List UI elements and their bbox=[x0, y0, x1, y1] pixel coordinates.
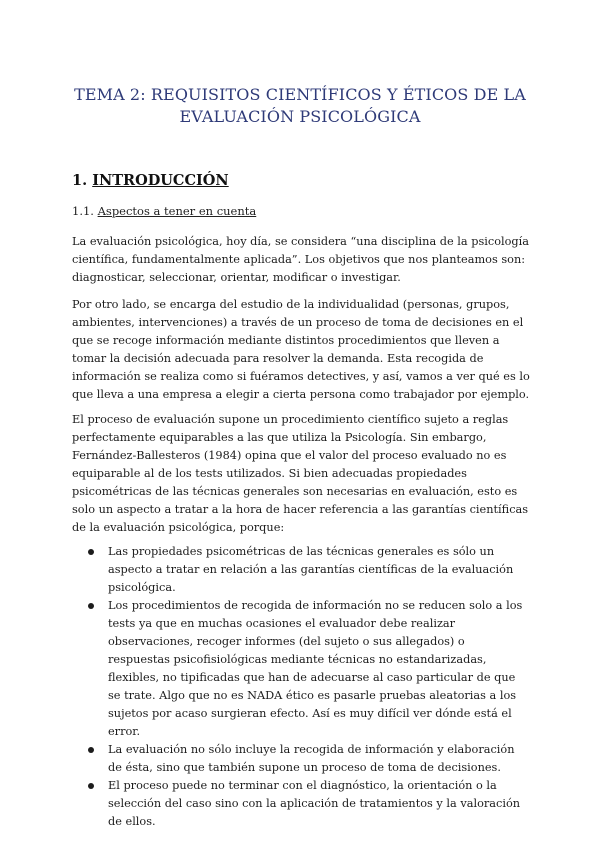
document-title-line-1: TEMA 2: REQUISITOS CIENTÍFICOS Y ÉTICOS DE LA bbox=[74, 85, 526, 104]
section-heading bbox=[72, 172, 229, 189]
subsection-number: 1.1. bbox=[72, 204, 94, 218]
list-item-text: La evaluación no sólo incluye la recogida de información y elaboración de ésta, sino que también supone un proceso de toma de decisiones. bbox=[108, 743, 515, 774]
document-title bbox=[40, 84, 560, 128]
list-item-text: Las propiedades psicométricas de las técnicas generales es sólo un aspecto a tratar en relación a las garantías científicas de la evaluación psicológica. bbox=[108, 545, 514, 594]
list-item-text: El proceso puede no terminar con el diagnóstico, la orientación o la selección del caso sino con la aplicación de tratamientos y la valoración de ellos. bbox=[108, 779, 521, 828]
paragraph: La evaluación psicológica, hoy día, se considera “una disciplina de la psicología científica, fundamentalmente aplicada”. Los objetivos que nos planteamos son: diagnosticar, seleccionar, orientar, modificar o investigar. bbox=[72, 235, 529, 284]
list-item-text: Los procedimientos de recogida de información no se reducen solo a los tests ya que en muchas ocasiones el evaluador debe realizar observaciones, recoger informes (del sujeto o sus allegados) o respuestas psicofisiológicas mediante técnicas no estandarizadas, flexibles, no tipificadas que han de adecuarse al caso particular de que se trate. Algo que no es NADA ético es pasarle pruebas aleatorias a los sujetos por acaso surgieran efecto. Así es muy difícil ver dónde está el error. bbox=[108, 599, 523, 738]
paragraph: El proceso de evaluación supone un procedimiento científico sujeto a reglas perfectamente equiparables a las que utiliza la Psicología. Sin embargo, Fernández-Ballesteros (1984) opina que el valor del proceso evaluado no es equiparable al de los tests utilizados. Si bien adecuadas propiedades psicométricas de las técnicas generales son necesarias en evaluación, esto es solo un aspecto a tratar a la hora de hacer referencia a las garantías científicas de la evaluación psicológica, porque: bbox=[72, 413, 529, 534]
section-title: INTRODUCCIÓN bbox=[92, 172, 229, 189]
paragraph: Por otro lado, se encarga del estudio de la individualidad (personas, grupos, ambientes, intervenciones) a través de un proceso de toma de decisiones en el que se recoge información mediante distintos procedimientos que lleven a tomar la decisión adecuada para resolver la demanda. Esta recogida de información se realiza como si fuéramos detectives, y así, vamos a ver qué es lo que lleva a una empresa a elegir a cierta persona como trabajador por ejemplo. bbox=[72, 298, 530, 401]
list-item bbox=[72, 777, 530, 831]
list-item bbox=[72, 543, 530, 597]
subsection-heading bbox=[72, 204, 256, 218]
document-title-line-2: EVALUACIÓN PSICOLÓGICA bbox=[179, 107, 421, 126]
list-item bbox=[72, 597, 530, 741]
section-number: 1. bbox=[72, 172, 88, 189]
list-item bbox=[72, 741, 530, 777]
bullet-icon bbox=[88, 747, 94, 753]
bullet-icon bbox=[88, 783, 94, 789]
bullet-list bbox=[72, 543, 530, 831]
subsection-title: Aspectos a tener en cuenta bbox=[97, 204, 257, 218]
bullet-icon bbox=[88, 603, 94, 609]
bullet-icon bbox=[88, 549, 94, 555]
